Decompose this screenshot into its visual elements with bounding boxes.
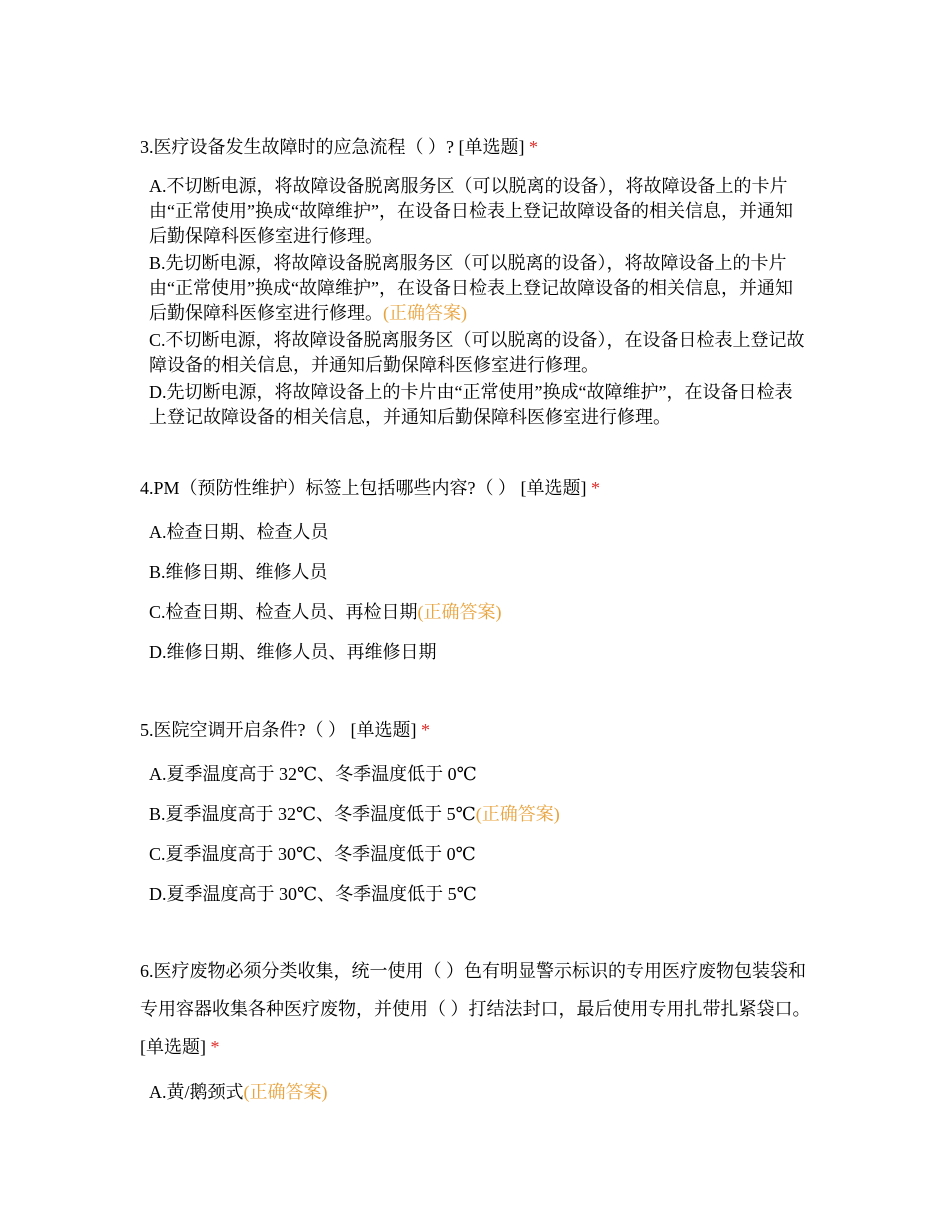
correct-answer-label: (正确答案): [475, 804, 560, 824]
question-5-option-b[interactable]: B.夏季温度高于 32℃、冬季温度低于 5℃(正确答案): [149, 804, 560, 824]
question-3-title: 3.医疗设备发生故障时的应急流程（ ）? [单选题] *: [140, 137, 538, 157]
required-mark: *: [591, 478, 600, 498]
correct-answer-label: (正确答案): [383, 303, 467, 323]
question-3-option-a[interactable]: A.不切断电源，将故障设备脱离服务区（可以脱离的设备），将故障设备上的卡片由“正常使用”换成“故障维护”，在设备日检表上登记故障设备的相关信息，并通知后勤保障科医修室进行修理。: [149, 176, 793, 246]
question-4-option-b[interactable]: B.维修日期、维修人员: [149, 562, 328, 582]
question-6-title: 6.医疗废物必须分类收集，统一使用（ ）色有明显警示标识的专用医疗废物包装袋和专用容器收集各种医疗废物，并使用（ ）打结法封口，最后使用专用扎带扎紧袋口。 [单选题] *: [140, 961, 811, 1057]
required-mark: *: [210, 1037, 220, 1057]
question-3-option-d[interactable]: D.先切断电源，将故障设备上的卡片由“正常使用”换成“故障维护”，在设备日检表上登记故障设备的相关信息，并通知后勤保障科医修室进行修理。: [149, 382, 793, 427]
correct-answer-label: (正确答案): [417, 602, 502, 622]
question-4-option-a[interactable]: A.检查日期、检查人员: [149, 522, 329, 542]
question-3-option-b[interactable]: B.先切断电源，将故障设备脱离服务区（可以脱离的设备），将故障设备上的卡片由“正常使用”换成“故障维护”，在设备日检表上登记故障设备的相关信息，并通知后勤保障科医修室进行修理。(正确答案): [149, 253, 793, 323]
question-4-option-c[interactable]: C.检查日期、检查人员、再检日期(正确答案): [149, 602, 502, 622]
question-5-title: 5.医院空调开启条件?（ ） [单选题] *: [140, 720, 430, 740]
question-6-option-a[interactable]: A.黄/鹅颈式(正确答案): [149, 1082, 328, 1102]
question-5-option-c[interactable]: C.夏季温度高于 30℃、冬季温度低于 0℃: [149, 844, 476, 864]
question-4-title: 4.PM（预防性维护）标签上包括哪些内容?（ ） [单选题] *: [140, 478, 600, 498]
question-5-option-d[interactable]: D.夏季温度高于 30℃、冬季温度低于 5℃: [149, 884, 477, 904]
question-3-option-c[interactable]: C.不切断电源，将故障设备脱离服务区（可以脱离的设备），在设备日检表上登记故障设备的相关信息，并通知后勤保障科医修室进行修理。: [149, 330, 805, 375]
required-mark: *: [528, 137, 538, 157]
correct-answer-label: (正确答案): [243, 1082, 328, 1102]
required-mark: *: [420, 720, 430, 740]
question-5-option-a[interactable]: A.夏季温度高于 32℃、冬季温度低于 0℃: [149, 764, 477, 784]
question-4-option-d[interactable]: D.维修日期、维修人员、再维修日期: [149, 642, 437, 662]
